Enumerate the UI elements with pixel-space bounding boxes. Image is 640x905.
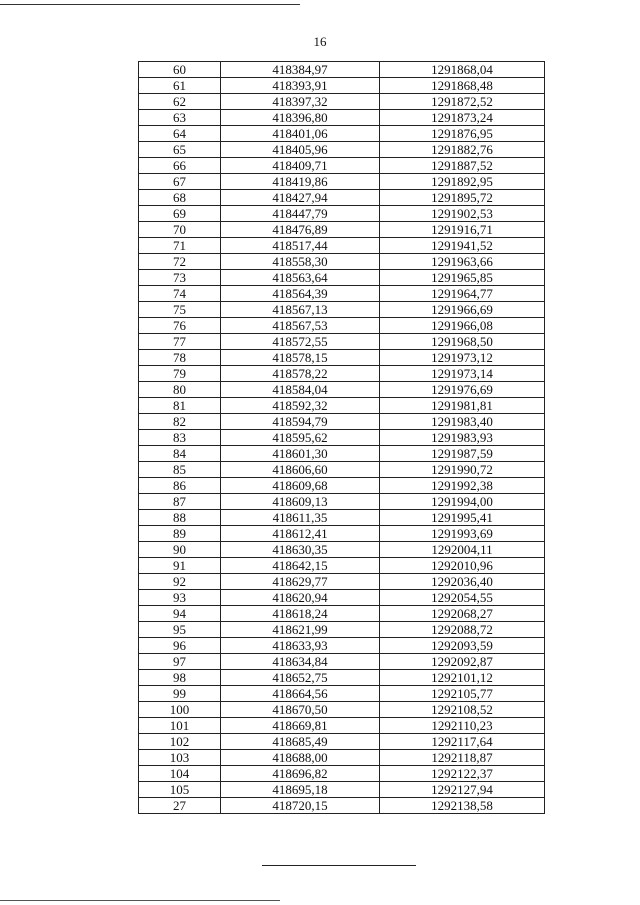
table-row [139, 462, 545, 478]
x-coordinate-cell: 418642,15 [221, 558, 380, 574]
point-number-cell: 79 [139, 366, 221, 382]
y-coordinate-cell: 1292118,87 [380, 750, 545, 766]
y-coordinate-cell: 1292138,58 [380, 798, 545, 814]
point-number-cell: 83 [139, 430, 221, 446]
x-coordinate-cell: 418427,94 [221, 190, 380, 206]
x-coordinate-cell: 418688,00 [221, 750, 380, 766]
y-coordinate-cell: 1291941,52 [380, 238, 545, 254]
x-coordinate-cell: 418397,32 [221, 94, 380, 110]
y-coordinate-cell: 1291993,69 [380, 526, 545, 542]
table-row [139, 62, 545, 78]
x-coordinate-cell: 418609,13 [221, 494, 380, 510]
x-coordinate-cell: 418664,56 [221, 686, 380, 702]
table-row [139, 302, 545, 318]
point-number-cell: 69 [139, 206, 221, 222]
table-row [139, 430, 545, 446]
y-coordinate-cell: 1292110,23 [380, 718, 545, 734]
table-row [139, 158, 545, 174]
x-coordinate-cell: 418447,79 [221, 206, 380, 222]
table-row [139, 270, 545, 286]
point-number-cell: 80 [139, 382, 221, 398]
y-coordinate-cell: 1292036,40 [380, 574, 545, 590]
point-number-cell: 77 [139, 334, 221, 350]
table-row [139, 638, 545, 654]
x-coordinate-cell: 418567,53 [221, 318, 380, 334]
point-number-cell: 89 [139, 526, 221, 542]
table-row [139, 574, 545, 590]
point-number-cell: 68 [139, 190, 221, 206]
y-coordinate-cell: 1291965,85 [380, 270, 545, 286]
y-coordinate-cell: 1292108,52 [380, 702, 545, 718]
x-coordinate-cell: 418517,44 [221, 238, 380, 254]
y-coordinate-cell: 1291983,40 [380, 414, 545, 430]
y-coordinate-cell: 1291992,38 [380, 478, 545, 494]
page-number: 16 [313, 34, 327, 49]
coordinates-table-body [139, 62, 545, 814]
y-coordinate-cell: 1291963,66 [380, 254, 545, 270]
table-row [139, 382, 545, 398]
point-number-cell: 84 [139, 446, 221, 462]
table-row [139, 286, 545, 302]
point-number-cell: 104 [139, 766, 221, 782]
y-coordinate-cell: 1291916,71 [380, 222, 545, 238]
x-coordinate-cell: 418720,15 [221, 798, 380, 814]
point-number-cell: 91 [139, 558, 221, 574]
x-coordinate-cell: 418563,64 [221, 270, 380, 286]
x-coordinate-cell: 418611,35 [221, 510, 380, 526]
table-row [139, 542, 545, 558]
point-number-cell: 94 [139, 606, 221, 622]
x-coordinate-cell: 418601,30 [221, 446, 380, 462]
point-number-cell: 72 [139, 254, 221, 270]
y-coordinate-cell: 1291966,69 [380, 302, 545, 318]
y-coordinate-cell: 1291968,50 [380, 334, 545, 350]
point-number-cell: 71 [139, 238, 221, 254]
point-number-cell: 102 [139, 734, 221, 750]
x-coordinate-cell: 418558,30 [221, 254, 380, 270]
table-row [139, 366, 545, 382]
y-coordinate-cell: 1291976,69 [380, 382, 545, 398]
x-coordinate-cell: 418634,84 [221, 654, 380, 670]
x-coordinate-cell: 418476,89 [221, 222, 380, 238]
table-row [139, 414, 545, 430]
y-coordinate-cell: 1291868,04 [380, 62, 545, 78]
y-coordinate-cell: 1291876,95 [380, 126, 545, 142]
x-coordinate-cell: 418695,18 [221, 782, 380, 798]
x-coordinate-cell: 418419,86 [221, 174, 380, 190]
y-coordinate-cell: 1291995,41 [380, 510, 545, 526]
table-row [139, 750, 545, 766]
point-number-cell: 98 [139, 670, 221, 686]
point-number-cell: 101 [139, 718, 221, 734]
x-coordinate-cell: 418578,15 [221, 350, 380, 366]
table-row [139, 254, 545, 270]
y-coordinate-cell: 1291868,48 [380, 78, 545, 94]
y-coordinate-cell: 1292122,37 [380, 766, 545, 782]
y-coordinate-cell: 1291994,00 [380, 494, 545, 510]
table-row [139, 238, 545, 254]
point-number-cell: 93 [139, 590, 221, 606]
point-number-cell: 62 [139, 94, 221, 110]
table-row [139, 558, 545, 574]
point-number-cell: 75 [139, 302, 221, 318]
table-row [139, 622, 545, 638]
point-number-cell: 27 [139, 798, 221, 814]
table-row [139, 606, 545, 622]
point-number-cell: 97 [139, 654, 221, 670]
x-coordinate-cell: 418606,60 [221, 462, 380, 478]
point-number-cell: 64 [139, 126, 221, 142]
table-row [139, 174, 545, 190]
table-row [139, 78, 545, 94]
point-number-cell: 100 [139, 702, 221, 718]
x-coordinate-cell: 418584,04 [221, 382, 380, 398]
y-coordinate-cell: 1292054,55 [380, 590, 545, 606]
point-number-cell: 66 [139, 158, 221, 174]
table-row [139, 590, 545, 606]
y-coordinate-cell: 1292127,94 [380, 782, 545, 798]
x-coordinate-cell: 418612,41 [221, 526, 380, 542]
point-number-cell: 105 [139, 782, 221, 798]
coordinates-table [138, 61, 545, 814]
point-number-cell: 87 [139, 494, 221, 510]
x-coordinate-cell: 418405,96 [221, 142, 380, 158]
table-row [139, 126, 545, 142]
table-row [139, 686, 545, 702]
point-number-cell: 85 [139, 462, 221, 478]
x-coordinate-cell: 418630,35 [221, 542, 380, 558]
y-coordinate-cell: 1292068,27 [380, 606, 545, 622]
table-row [139, 702, 545, 718]
table-row [139, 494, 545, 510]
table-row [139, 318, 545, 334]
x-coordinate-cell: 418401,06 [221, 126, 380, 142]
y-coordinate-cell: 1292105,77 [380, 686, 545, 702]
point-number-cell: 90 [139, 542, 221, 558]
footer-rule [0, 900, 280, 901]
table-row [139, 510, 545, 526]
x-coordinate-cell: 418592,32 [221, 398, 380, 414]
table-row [139, 478, 545, 494]
y-coordinate-cell: 1291887,52 [380, 158, 545, 174]
end-of-table-rule [262, 865, 416, 866]
y-coordinate-cell: 1292004,11 [380, 542, 545, 558]
table-row [139, 350, 545, 366]
y-coordinate-cell: 1291872,52 [380, 94, 545, 110]
y-coordinate-cell: 1292093,59 [380, 638, 545, 654]
point-number-cell: 60 [139, 62, 221, 78]
x-coordinate-cell: 418567,13 [221, 302, 380, 318]
y-coordinate-cell: 1291966,08 [380, 318, 545, 334]
y-coordinate-cell: 1291973,12 [380, 350, 545, 366]
x-coordinate-cell: 418629,77 [221, 574, 380, 590]
point-number-cell: 92 [139, 574, 221, 590]
point-number-cell: 67 [139, 174, 221, 190]
point-number-cell: 76 [139, 318, 221, 334]
x-coordinate-cell: 418572,55 [221, 334, 380, 350]
y-coordinate-cell: 1292101,12 [380, 670, 545, 686]
y-coordinate-cell: 1291902,53 [380, 206, 545, 222]
x-coordinate-cell: 418696,82 [221, 766, 380, 782]
x-coordinate-cell: 418633,93 [221, 638, 380, 654]
y-coordinate-cell: 1291873,24 [380, 110, 545, 126]
point-number-cell: 74 [139, 286, 221, 302]
y-coordinate-cell: 1291892,95 [380, 174, 545, 190]
table-row [139, 398, 545, 414]
point-number-cell: 88 [139, 510, 221, 526]
x-coordinate-cell: 418670,50 [221, 702, 380, 718]
y-coordinate-cell: 1292117,64 [380, 734, 545, 750]
table-row [139, 766, 545, 782]
point-number-cell: 82 [139, 414, 221, 430]
x-coordinate-cell: 418384,97 [221, 62, 380, 78]
table-row [139, 526, 545, 542]
table-row [139, 654, 545, 670]
y-coordinate-cell: 1292088,72 [380, 622, 545, 638]
y-coordinate-cell: 1291973,14 [380, 366, 545, 382]
top-page-rule [0, 4, 300, 5]
table-row [139, 190, 545, 206]
x-coordinate-cell: 418409,71 [221, 158, 380, 174]
table-row [139, 798, 545, 814]
x-coordinate-cell: 418618,24 [221, 606, 380, 622]
table-row [139, 782, 545, 798]
y-coordinate-cell: 1291882,76 [380, 142, 545, 158]
y-coordinate-cell: 1292092,87 [380, 654, 545, 670]
point-number-cell: 96 [139, 638, 221, 654]
x-coordinate-cell: 418396,80 [221, 110, 380, 126]
y-coordinate-cell: 1291895,72 [380, 190, 545, 206]
point-number-cell: 81 [139, 398, 221, 414]
table-row [139, 334, 545, 350]
x-coordinate-cell: 418620,94 [221, 590, 380, 606]
x-coordinate-cell: 418669,81 [221, 718, 380, 734]
point-number-cell: 78 [139, 350, 221, 366]
point-number-cell: 61 [139, 78, 221, 94]
y-coordinate-cell: 1292010,96 [380, 558, 545, 574]
table-row [139, 222, 545, 238]
x-coordinate-cell: 418685,49 [221, 734, 380, 750]
x-coordinate-cell: 418621,99 [221, 622, 380, 638]
y-coordinate-cell: 1291990,72 [380, 462, 545, 478]
table-row [139, 94, 545, 110]
table-row [139, 718, 545, 734]
table-row [139, 110, 545, 126]
point-number-cell: 65 [139, 142, 221, 158]
x-coordinate-cell: 418595,62 [221, 430, 380, 446]
y-coordinate-cell: 1291987,59 [380, 446, 545, 462]
table-row [139, 670, 545, 686]
point-number-cell: 103 [139, 750, 221, 766]
point-number-cell: 73 [139, 270, 221, 286]
point-number-cell: 70 [139, 222, 221, 238]
point-number-cell: 86 [139, 478, 221, 494]
x-coordinate-cell: 418609,68 [221, 478, 380, 494]
table-row [139, 446, 545, 462]
y-coordinate-cell: 1291983,93 [380, 430, 545, 446]
x-coordinate-cell: 418578,22 [221, 366, 380, 382]
point-number-cell: 99 [139, 686, 221, 702]
point-number-cell: 63 [139, 110, 221, 126]
y-coordinate-cell: 1291964,77 [380, 286, 545, 302]
x-coordinate-cell: 418393,91 [221, 78, 380, 94]
table-row [139, 734, 545, 750]
x-coordinate-cell: 418594,79 [221, 414, 380, 430]
x-coordinate-cell: 418564,39 [221, 286, 380, 302]
table-row [139, 206, 545, 222]
table-row [139, 142, 545, 158]
x-coordinate-cell: 418652,75 [221, 670, 380, 686]
point-number-cell: 95 [139, 622, 221, 638]
y-coordinate-cell: 1291981,81 [380, 398, 545, 414]
